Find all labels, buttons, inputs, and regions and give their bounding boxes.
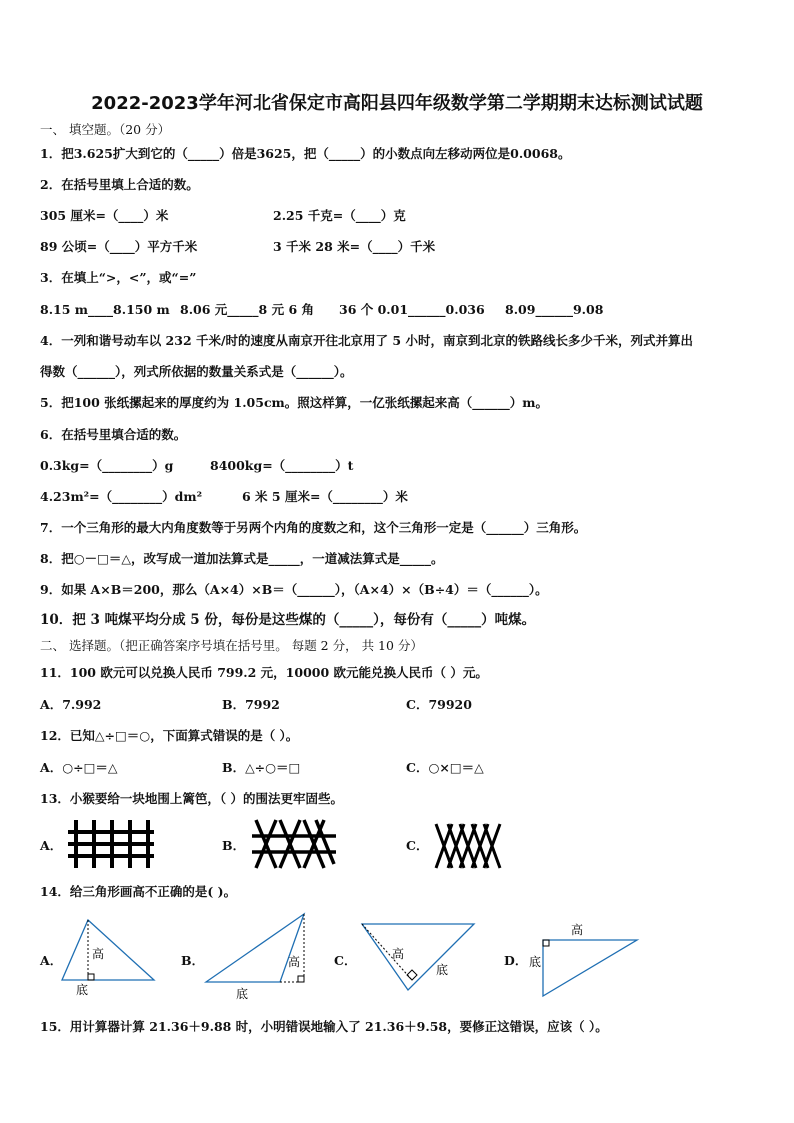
- question-10: 10．把 3 吨煤平均分成 5 份，每份是这些煤的（_____），每份有（_____）吨煤。: [40, 612, 536, 628]
- question-2d: 3 千米 28 米=（____）千米: [273, 239, 436, 254]
- triangle-d-figure: [527, 920, 641, 1000]
- question-7: 7．一个三角形的最大内角度数等于另两个内角的度数之和，这个三角形一定是（______）三角形。: [40, 520, 587, 535]
- triangle-a-height-label: 高: [92, 947, 105, 961]
- question-6a: 0.3kg=（________）g: [40, 458, 174, 473]
- page-title: 2022-2023学年河北省保定市高阳县四年级数学第二学期期末达标测试试题: [91, 93, 703, 114]
- question-3d: 8.09______9.08: [505, 302, 604, 317]
- triangle-c-figure: [360, 922, 480, 994]
- section-1-heading: 一、 填空题。（20 分）: [40, 122, 171, 137]
- question-8: 8．把○－□＝△，改写成一道加法算式是_____，一道减法算式是_____。: [40, 551, 444, 566]
- fence-cross-horizontal-figure: [252, 818, 336, 870]
- question-11-option-c: C．79920: [406, 697, 472, 712]
- question-6c: 4.23m²=（________）dm²: [40, 489, 203, 504]
- triangle-b-figure: [204, 912, 308, 1002]
- fence-cross-figure: [434, 822, 504, 870]
- question-12-option-b: B．△÷○＝□: [222, 760, 301, 775]
- question-9: 9．如果 A×B＝200，那么（A×4）×B＝（______），（A×4）×（B÷4）＝（______）。: [40, 582, 548, 597]
- question-4-line2: 得数（______），列式所依据的数量关系式是（______）。: [40, 364, 353, 379]
- question-13-option-b: B．: [222, 838, 246, 853]
- question-2a: 305 厘米=（____）米: [40, 208, 169, 223]
- triangle-c-base-label: 底: [436, 963, 449, 977]
- question-14-option-d: D．: [504, 953, 528, 968]
- triangle-b-height-label: 高: [288, 955, 301, 969]
- question-11-option-a: A．7.992: [40, 697, 102, 712]
- question-15: 15．用计算器计算 21.36＋9.88 时，小明错误地输入了 21.36＋9.58，要修正这错误，应该（ ）。: [40, 1019, 608, 1034]
- section-2-heading: 二、 选择题。（把正确答案序号填在括号里。 每题 2 分， 共 10 分）: [40, 638, 423, 653]
- question-3a: 8.15 m____8.150 m: [40, 302, 170, 317]
- triangle-d-base-label: 底: [529, 955, 542, 969]
- question-14-option-b: B．: [181, 953, 205, 968]
- question-13-option-a: A．: [40, 838, 63, 853]
- question-2c: 89 公顷=（____）平方千米: [40, 239, 198, 254]
- question-11-option-b: B．7992: [222, 697, 280, 712]
- question-11-stem: 11．100 欧元可以兑换人民币 799.2 元，10000 欧元能兑换人民币（ ）元。: [40, 665, 488, 680]
- question-3-stem: 3．在填上“>，<”，或“=”: [40, 270, 197, 285]
- question-12-option-c: C．○×□＝△: [406, 760, 484, 775]
- question-14-option-a: A．: [40, 953, 63, 968]
- triangle-a-base-label: 底: [76, 983, 89, 997]
- question-1: 1．把3.625扩大到它的（_____）倍是3625，把（_____）的小数点向左移动两位是0.0068。: [40, 146, 571, 161]
- question-13-stem: 13．小猴要给一块地围上篱笆，（ ）的围法更牢固些。: [40, 791, 343, 806]
- question-6d: 6 米 5 厘米=（________）米: [242, 489, 408, 504]
- triangle-a-figure: [60, 918, 160, 1000]
- question-13-option-c: C．: [406, 838, 429, 853]
- question-12-option-a: A．○÷□＝△: [40, 760, 118, 775]
- question-3c: 36 个 0.01______0.036: [339, 302, 485, 317]
- question-12-stem: 12．已知△÷□＝○，下面算式错误的是（ ）。: [40, 728, 299, 743]
- triangle-c-height-label: 高: [392, 947, 405, 961]
- question-3b: 8.06 元_____8 元 6 角: [180, 302, 314, 317]
- fence-grid-figure: [66, 820, 156, 870]
- question-6-stem: 6．在括号里填合适的数。: [40, 427, 187, 442]
- question-6b: 8400kg=（________）t: [210, 458, 354, 473]
- question-2-stem: 2．在括号里填上合适的数。: [40, 177, 199, 192]
- question-5: 5．把100 张纸摞起来的厚度约为 1.05cm。照这样算，一亿张纸摞起来高（______）m。: [40, 395, 549, 410]
- question-4-line1: 4．一列和谐号动车以 232 千米/时的速度从南京开往北京用了 5 小时，南京到北京的铁路线长多少千米，列式并算出: [40, 333, 693, 348]
- triangle-b-base-label: 底: [236, 987, 249, 1001]
- question-14-stem: 14．给三角形画高不正确的是( )。: [40, 884, 237, 899]
- triangle-d-height-label: 高: [571, 923, 584, 937]
- question-2b: 2.25 千克=（____）克: [273, 208, 406, 223]
- question-14-option-c: C．: [334, 953, 357, 968]
